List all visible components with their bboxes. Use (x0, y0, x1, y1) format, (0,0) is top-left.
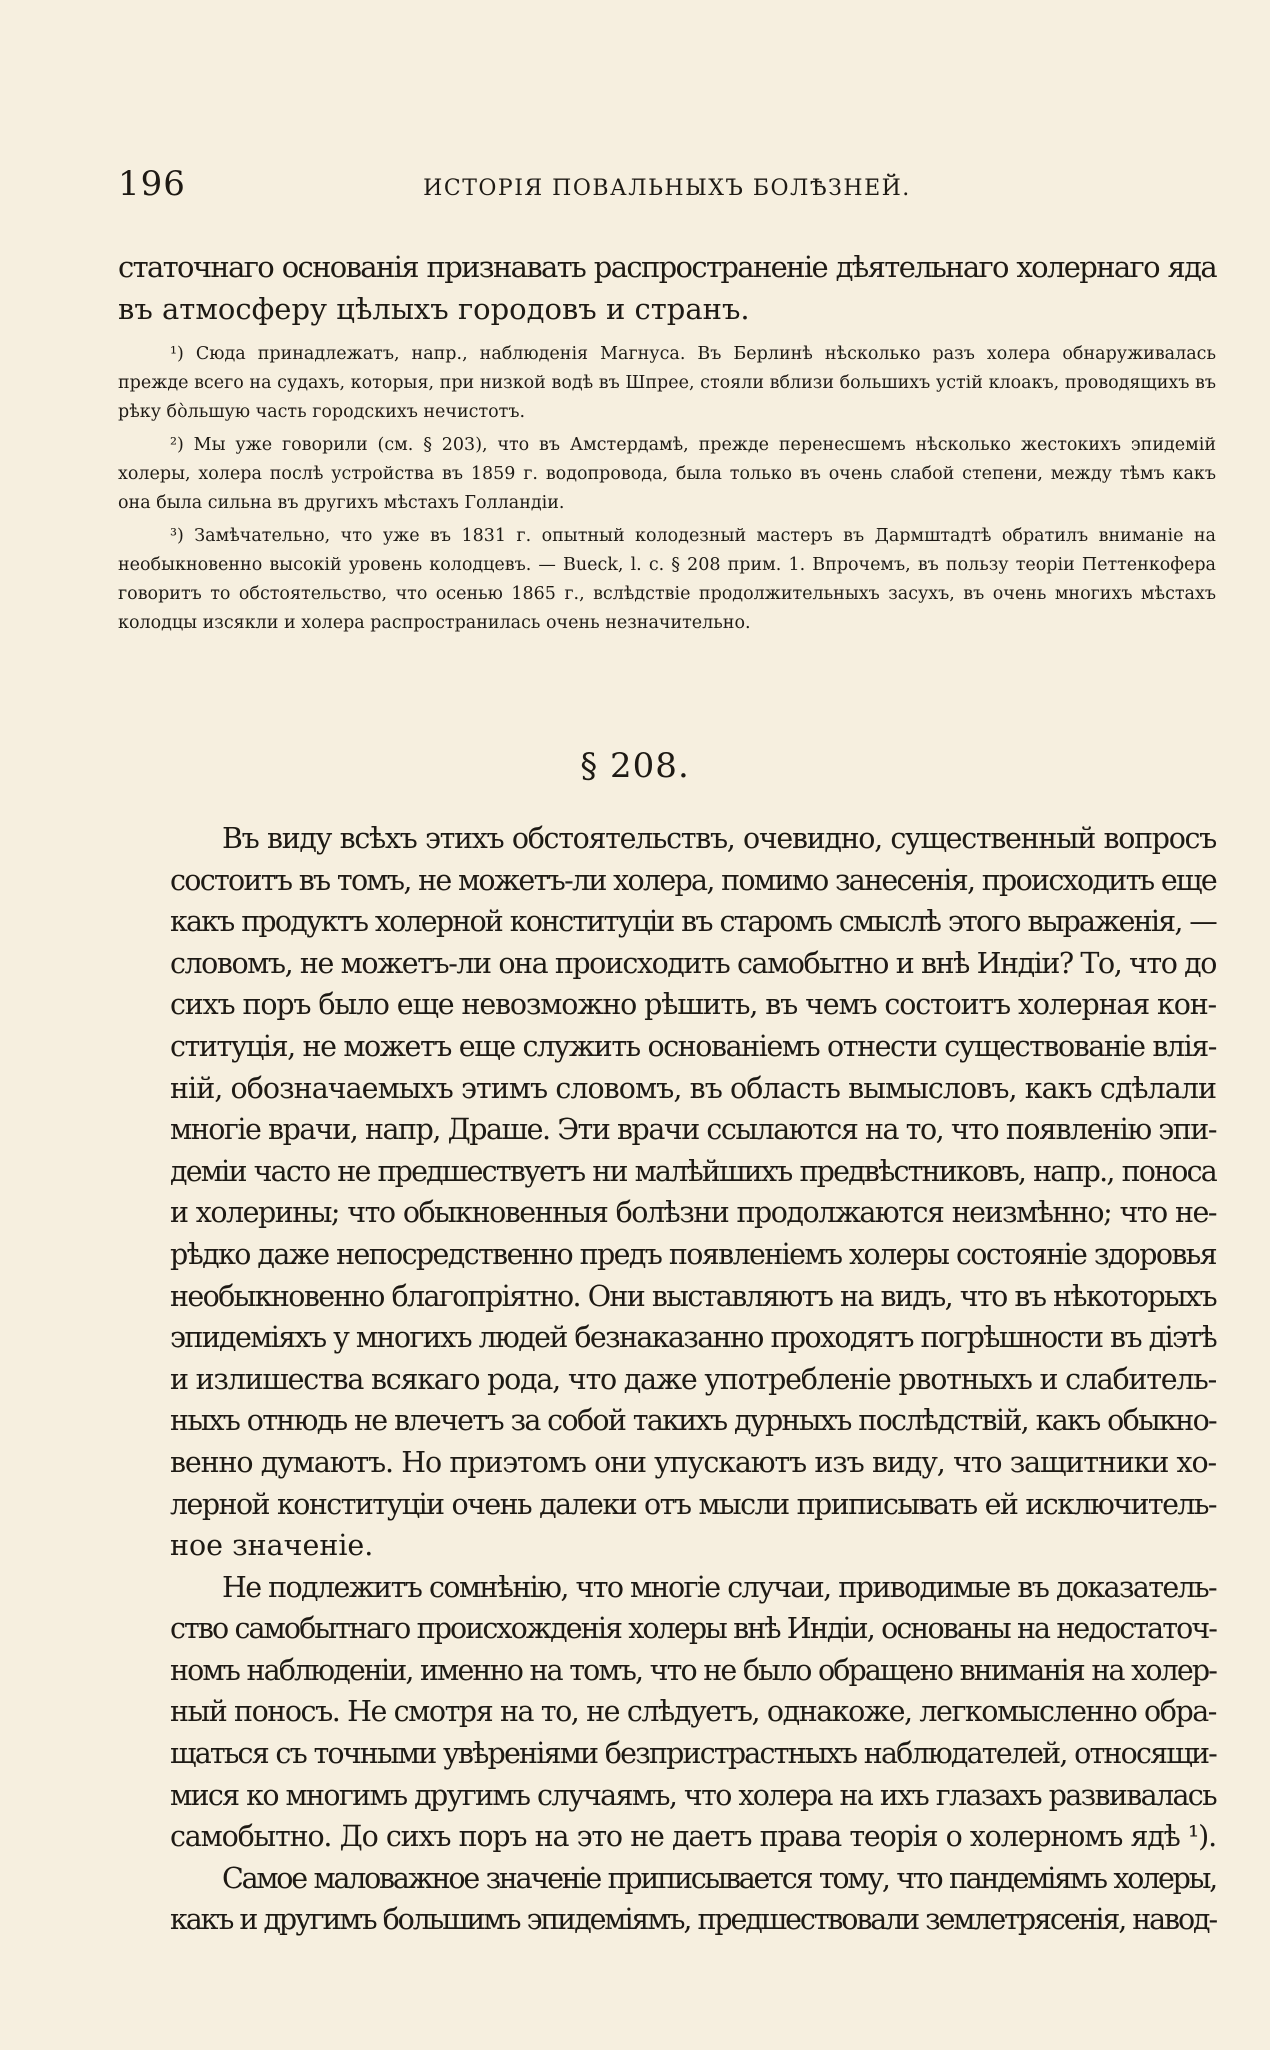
paragraph (118, 1858, 1216, 1941)
text-line: въ атмосферу цѣлыхъ городовъ и странъ. (118, 292, 750, 326)
text-line: какъ продуктъ холерной конституціи въ старомъ смыслѣ этого выраженія, — (170, 905, 1216, 939)
text-line: ституція, не можетъ еще служить основаніемъ отнести существованіе влія- (170, 1029, 1216, 1063)
text-line: ство самобытнаго происхожденія холеры внѣ Индіи, основаны на недостаточ- (170, 1612, 1216, 1646)
text-line: сихъ поръ было еще невозможно рѣшить, въ чемъ состоитъ холерная кон- (170, 988, 1216, 1022)
text-line: венно думаютъ. Но приэтомъ они упускаютъ изъ виду, что защитники хо- (170, 1445, 1216, 1479)
text-line: словомъ, не можетъ-ли она происходить самобытно и внѣ Индіи? То, что до (170, 946, 1216, 980)
text-line: лерной конституціи очень далеки отъ мысли приписывать ей исключитель- (170, 1487, 1216, 1521)
text-line: состоитъ въ томъ, не можетъ-ли холера, помимо занесенія, происходить еще (170, 863, 1216, 897)
paragraph (118, 818, 1216, 1567)
text-line: Въ виду всѣхъ этихъ обстоятельствъ, очевидно, существенный вопросъ (222, 822, 1216, 855)
text-line: деміи часто не предшествуетъ ни малѣйшихъ предвѣстниковъ, напр., поноса (170, 1154, 1216, 1188)
text-line: щаться съ точными увѣреніями безпристрастныхъ наблюдателей, относящи- (170, 1737, 1216, 1771)
text-line: ныхъ отнюдь не влечетъ за собой такихъ дурныхъ послѣдствій, какъ обыкно- (170, 1404, 1216, 1438)
paragraph (118, 1567, 1216, 1858)
text-line: какъ и другимъ большимъ эпидеміямъ, предшествовали землетрясенія, навод- (170, 1903, 1216, 1937)
text-line: мися ко многимъ другимъ случаямъ, что холера на ихъ глазахъ развивалась (170, 1778, 1216, 1812)
text-line: ное значеніе. (170, 1529, 374, 1563)
text-line: Самое маловажное значеніе приписывается тому, что пандеміямъ холеры, (222, 1861, 1216, 1895)
text-line: ній, обозначаемыхъ этимъ словомъ, въ область вымысловъ, какъ сдѣлали (170, 1071, 1216, 1105)
footnote: ¹) Сюда принадлежатъ, напр., наблюденія Магнуса. Въ Берлинѣ нѣсколько разъ холера обнаруживалась прежде всего на судахъ, которыя, при низкой водѣ въ Шпрее, стояли вблизи большихъ устій клоакъ, проводящихъ въ рѣку бо̀льшую часть городскихъ нечистотъ. (118, 344, 1216, 422)
text-line: необыкновенно благопріятно. Они выставляютъ на видъ, что въ нѣкоторыхъ (170, 1279, 1216, 1313)
text-line: и холерины; что обыкновенныя болѣзни продолжаются неизмѣнно; что не- (170, 1196, 1216, 1230)
continued-paragraph (118, 246, 1216, 330)
footnote: ²) Мы уже говорили (см. § 203), что въ Амстердамѣ, прежде перенесшемъ нѣсколько жестокихъ эпидемій холеры, холера послѣ устройства въ 1859 г. водопровода, была только въ очень слабой степени, между тѣмъ какъ она была сильна въ другихъ мѣстахъ Голландіи. (118, 435, 1216, 513)
footnotes (118, 340, 1216, 642)
text-line: многіе врачи, напр, Драше. Эти врачи ссылаются на то, что появленію эпи- (170, 1113, 1216, 1147)
text-line: ный поносъ. Не смотря на то, не слѣдуетъ, однакоже, легкомысленно обра- (170, 1695, 1216, 1729)
text-line: эпидеміяхъ у многихъ людей безнаказанно проходятъ погрѣшности въ діэтѣ (170, 1321, 1216, 1355)
text-line: рѣдко даже непосредственно предъ появленіемъ холеры состояніе здоровья (170, 1237, 1216, 1271)
page-header (118, 164, 1216, 216)
text-line: самобытно. До сихъ поръ на это не даетъ права теорія о холерномъ ядѣ ¹). (170, 1820, 1216, 1854)
footnote: ³) Замѣчательно, что уже въ 1831 г. опытный колодезный мастеръ въ Дармштадтѣ обратилъ вниманіе на необыкновенно высокій уровень колодцевъ. — Bueck, l. c. § 208 прим. 1. Впрочемъ, въ пользу теоріи Петтенкофера говоритъ то обстоятельство, что осенью 1865 г., вслѣдствіе продолжительныхъ засухъ, въ очень многихъ мѣстахъ колодцы изсякли и холера распространилась очень незначительно. (118, 526, 1216, 633)
text-line: Не подлежитъ сомнѣнію, что многіе случаи, приводимые въ доказатель- (222, 1570, 1216, 1604)
main-text (118, 818, 1216, 1941)
text-line: и излишества всякаго рода, что даже употребленіе рвотныхъ и слабитель- (170, 1362, 1216, 1396)
section-heading: § 208. (580, 746, 690, 786)
page-number: 196 (118, 164, 186, 204)
text-line: номъ наблюденіи, именно на томъ, что не было обращено вниманія на холер- (170, 1653, 1216, 1687)
running-title: ИСТОРІЯ ПОВАЛЬНЫХЪ БОЛѢЗНЕЙ. (423, 176, 911, 201)
text-line: статочнаго основанія признавать распространеніе дѣятельнаго холернаго яда (118, 250, 1216, 284)
